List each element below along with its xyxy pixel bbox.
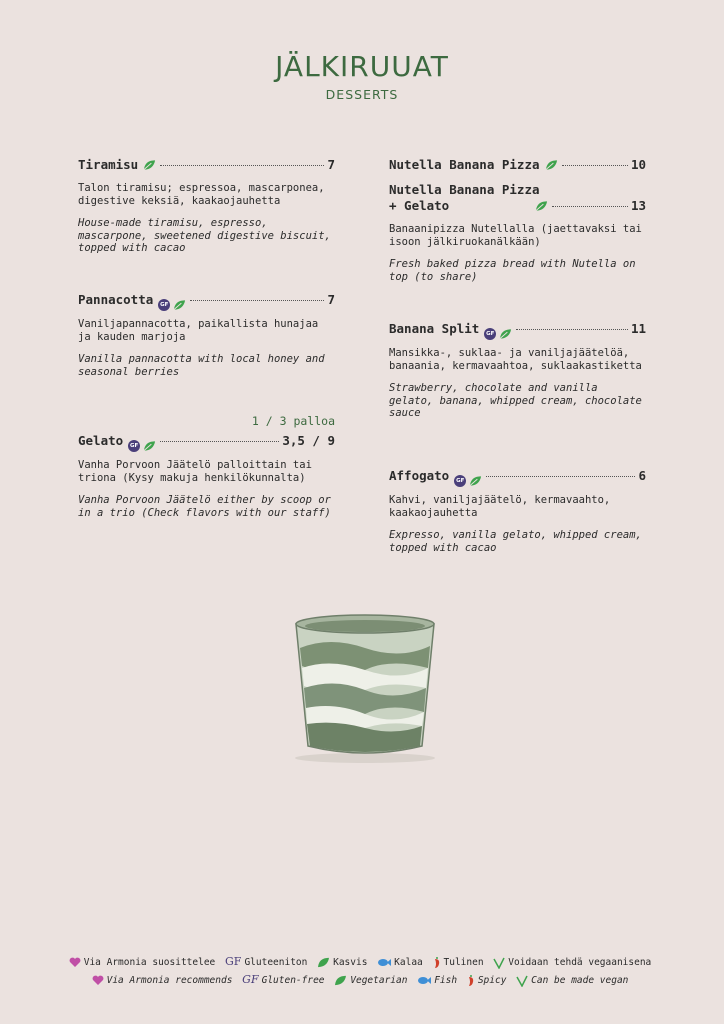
menu-item-nutella-banana-pizza [389,157,646,173]
item-description-fi: Banaanipizza Nutellalla (jaettavaksi tai isoon jälkiruokanälkään) [389,223,642,248]
page-title: JÄLKIRUUAT [275,50,449,83]
gluten-free-icon: GF [484,328,496,340]
legend-finnish [0,955,724,969]
item-name-line1: Nutella Banana Pizza [389,182,540,197]
legend-fish: Fish [434,975,458,986]
menu-item-nutella-pizza-gelato [389,182,646,283]
item-name: Pannacotta [78,292,154,307]
item-price: 3,5 / 9 [282,433,335,448]
dot-leader [160,165,324,166]
legend-vegetarian: Kasvis [333,957,368,968]
vegan-icon [493,957,505,969]
dot-leader [562,165,628,166]
heart-icon [69,957,81,968]
chili-icon [467,974,475,987]
legend-spicy: Tulinen [443,957,484,968]
item-name-line2: + Gelato [389,198,450,213]
dot-leader [516,329,628,330]
chili-icon [433,956,441,969]
dot-leader [190,300,324,301]
dot-leader [552,206,628,207]
item-description-en: Strawberry, chocolate and vanilla gelato, banana, whipped cream, chocolate sauce [389,382,642,419]
leaf-icon [499,328,512,340]
item-description-en: Fresh baked pizza bread with Nutella on top (to share) [389,258,636,283]
item-description-fi: Kahvi, vaniljajäätelö, kermavaahto, kaakaojauhetta [389,494,611,519]
item-price: 11 [630,321,646,336]
item-description-en: House-made tiramisu, espresso, mascarpone, sweetened digestive biscuit, topped with cacao [78,217,331,254]
fish-icon [377,958,391,967]
leaf-icon [173,299,186,311]
item-name: Tiramisu [78,157,139,172]
legend-recommends: Via Armonia recommends [106,975,233,986]
menu-item-banana-split [389,321,646,420]
item-price: 10 [630,157,646,172]
item-description-en: Expresso, vanilla gelato, whipped cream, topped with cacao [389,529,642,554]
leaf-icon [317,957,330,968]
fish-icon [417,976,431,985]
gluten-free-label: GF [225,955,242,968]
menu-item-gelato [78,433,335,519]
legend-vegan: Can be made vegan [531,975,629,986]
item-name: Affogato [389,468,450,483]
item-name: Gelato [78,433,124,448]
legend-recommends: Via Armonia suosittelee [83,957,216,968]
page-subtitle: DESSERTS [325,87,399,102]
item-name: Banana Split [389,321,480,336]
menu-item-tiramisu [78,157,335,255]
legend-fish: Kalaa [394,957,423,968]
legend-english [0,973,724,987]
leaf-icon [535,200,548,212]
item-description-fi: Vaniljapannacotta, paikallista hunajaa ja kauden marjoja [78,318,319,343]
legend-vegetarian: Vegetarian [350,975,408,986]
legend-spicy: Spicy [477,975,507,986]
legend-vegan: Voidaan tehdä vegaanisena [508,957,652,968]
dot-leader [486,476,635,477]
tiramisu-glass-illustration [290,608,440,768]
item-description-fi: Vanha Porvoon Jäätelö palloittain tai triona (Kysy makuja henkilökunnalta) [78,459,312,484]
item-price: 6 [638,468,646,483]
gluten-free-icon: GF [128,440,140,452]
dot-leader [160,441,279,442]
item-description-en: Vanilla pannacotta with local honey and seasonal berries [78,353,325,378]
leaf-icon [334,975,347,986]
legend-gluten-free: Gluteeniton [244,957,308,968]
item-description-en: Vanha Porvoon Jäätelö either by scoop or in a trio (Check flavors with our staff) [78,494,331,519]
leaf-icon [143,159,156,171]
item-description-fi: Mansikka-, suklaa- ja vaniljajäätelöä, banaania, kermavaahtoa, suklaakastiketta [389,347,642,372]
item-price: 13 [630,198,646,213]
gluten-free-label: GF [242,973,259,986]
item-name: Nutella Banana Pizza [389,157,540,172]
vegan-icon [516,975,528,987]
item-price: 7 [327,292,335,307]
gluten-free-icon: GF [158,299,170,311]
gelato-scoop-note: 1 / 3 palloa [251,414,335,428]
menu-item-affogato [389,468,646,554]
gluten-free-icon: GF [454,475,466,487]
menu-item-pannacotta [78,292,335,378]
item-price: 7 [327,157,335,172]
legend-gluten-free: Gluten-free [261,975,325,986]
leaf-icon [469,475,482,487]
leaf-icon [545,159,558,171]
menu-header [0,50,724,102]
leaf-icon [143,440,156,452]
item-description-fi: Talon tiramisu; espressoa, mascarponea, digestive keksiä, kaakaojauhetta [78,182,325,207]
heart-icon [92,975,104,986]
